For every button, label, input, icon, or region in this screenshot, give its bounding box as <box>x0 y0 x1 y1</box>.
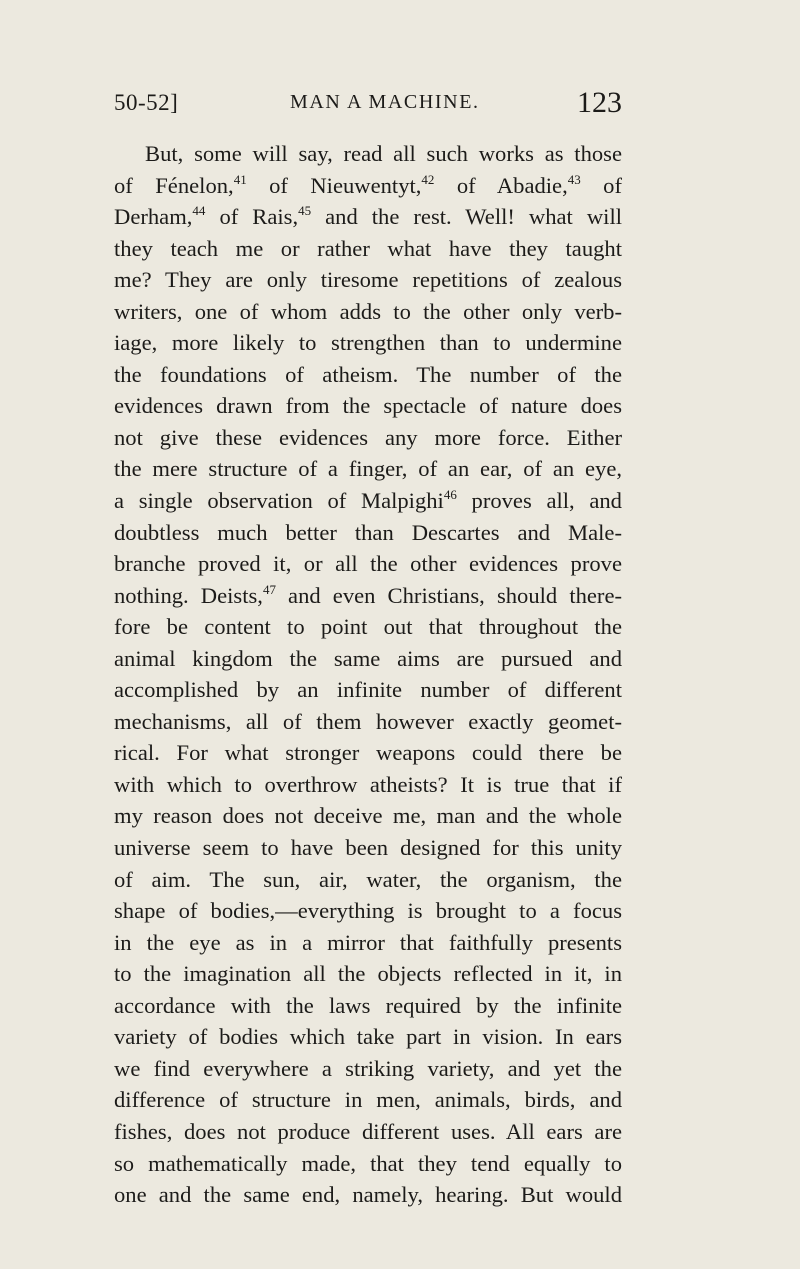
text-line <box>114 548 622 580</box>
text-segment: we find everywhere a striking variety, and yet the <box>114 1055 622 1081</box>
text-line <box>114 958 622 990</box>
text-segment: of Rais, <box>205 204 299 230</box>
running-head <box>114 86 622 126</box>
text-segment: accomplished by an infinite number of different <box>114 677 622 703</box>
text-segment: me? They are only tiresome repetitions of zealous <box>114 267 622 293</box>
text-line <box>114 517 622 549</box>
text-line <box>114 1084 622 1116</box>
footnote-marker: 46 <box>443 487 457 503</box>
text-segment: evidences drawn from the spectacle of nature does <box>114 393 622 419</box>
text-line <box>114 611 622 643</box>
text-line <box>114 138 622 170</box>
text-segment: the mere structure of a finger, of an ear, of an eye, <box>114 456 622 482</box>
text-segment: shape of bodies,—everything is brought to a focus <box>114 898 622 924</box>
text-segment: fore be content to point out that throughout the <box>114 614 622 640</box>
footnote-marker: 44 <box>192 203 206 219</box>
text-segment: my reason does not deceive me, man and the whole <box>114 803 622 829</box>
footnote-marker: 42 <box>421 171 435 187</box>
text-segment: of <box>580 172 622 198</box>
text-segment: of aim. The sun, air, water, the organism, the <box>114 866 622 892</box>
text-segment: mechanisms, all of them however exactly geomet- <box>114 708 622 734</box>
text-segment: doubtless much better than Descartes and Male- <box>114 519 622 545</box>
text-line <box>114 485 622 517</box>
text-segment: a single observation of Malpighi <box>114 488 444 514</box>
text-segment: universe seem to have been designed for this unity <box>114 835 622 861</box>
text-line <box>114 769 622 801</box>
text-line <box>114 390 622 422</box>
text-line <box>114 832 622 864</box>
text-segment: of Nieuwentyt, <box>246 172 422 198</box>
page-range: 50-52] <box>114 90 179 115</box>
text-segment: and the rest. Well! what will <box>311 204 622 230</box>
text-line <box>114 1179 622 1211</box>
text-line <box>114 170 622 202</box>
text-segment: Derham, <box>114 204 193 230</box>
text-line <box>114 643 622 675</box>
text-line <box>114 1148 622 1180</box>
text-segment: iage, more likely to strengthen than to undermine <box>114 330 622 356</box>
text-segment: of Abadie, <box>434 172 568 198</box>
text-segment: rical. For what stronger weapons could there be <box>114 740 622 766</box>
text-segment: nothing. Deists, <box>114 582 263 608</box>
chapter-title: MAN A MACHINE. <box>290 91 480 113</box>
text-segment: and even Christians, should there- <box>275 582 622 608</box>
text-line <box>114 706 622 738</box>
text-line <box>114 453 622 485</box>
text-segment: to the imagination all the objects reflected in it, in <box>114 961 622 987</box>
text-segment: of Fénelon, <box>114 172 234 198</box>
text-segment: not give these evidences any more force. Either <box>114 424 622 450</box>
text-segment: accordance with the laws required by the infinite <box>114 992 622 1018</box>
text-line <box>114 895 622 927</box>
text-segment: so mathematically made, that they tend equally to <box>114 1150 622 1176</box>
text-segment: proves all, and <box>456 488 622 514</box>
text-line <box>114 990 622 1022</box>
text-segment: writers, one of whom adds to the other only verb- <box>114 298 622 324</box>
text-segment: But, some will say, read all such works as those <box>145 141 622 166</box>
text-segment: the foundations of atheism. The number of the <box>114 361 622 387</box>
text-segment: difference of structure in men, animals, birds, and <box>114 1087 622 1113</box>
text-segment: they teach me or rather what have they taught <box>114 235 622 261</box>
text-line <box>114 1021 622 1053</box>
text-line <box>114 1053 622 1085</box>
text-segment: in the eye as in a mirror that faithfully presents <box>114 929 622 955</box>
text-line <box>114 233 622 265</box>
text-line <box>114 1116 622 1148</box>
text-line <box>114 422 622 454</box>
text-segment: variety of bodies which take part in vision. In ears <box>114 1024 622 1050</box>
text-line <box>114 737 622 769</box>
text-line <box>114 359 622 391</box>
footnote-marker: 47 <box>262 581 276 597</box>
footnote-marker: 45 <box>298 203 312 219</box>
text-segment: fishes, does not produce different uses. All ears are <box>114 1118 622 1144</box>
text-segment: branche proved it, or all the other evidences prove <box>114 551 622 577</box>
text-line <box>114 674 622 706</box>
text-line <box>114 264 622 296</box>
body-paragraph <box>114 138 622 1211</box>
text-segment: with which to overthrow atheists? It is true that if <box>114 771 622 797</box>
text-line <box>114 580 622 612</box>
text-segment: animal kingdom the same aims are pursued and <box>114 645 622 671</box>
page-number: 123 <box>577 86 622 119</box>
text-line <box>114 800 622 832</box>
text-line <box>114 296 622 328</box>
footnote-marker: 41 <box>233 171 247 187</box>
text-segment: one and the same end, namely, hearing. But would <box>114 1182 622 1208</box>
text-line <box>114 927 622 959</box>
text-line <box>114 864 622 896</box>
text-line <box>114 201 622 233</box>
text-line <box>114 327 622 359</box>
footnote-marker: 43 <box>567 171 581 187</box>
